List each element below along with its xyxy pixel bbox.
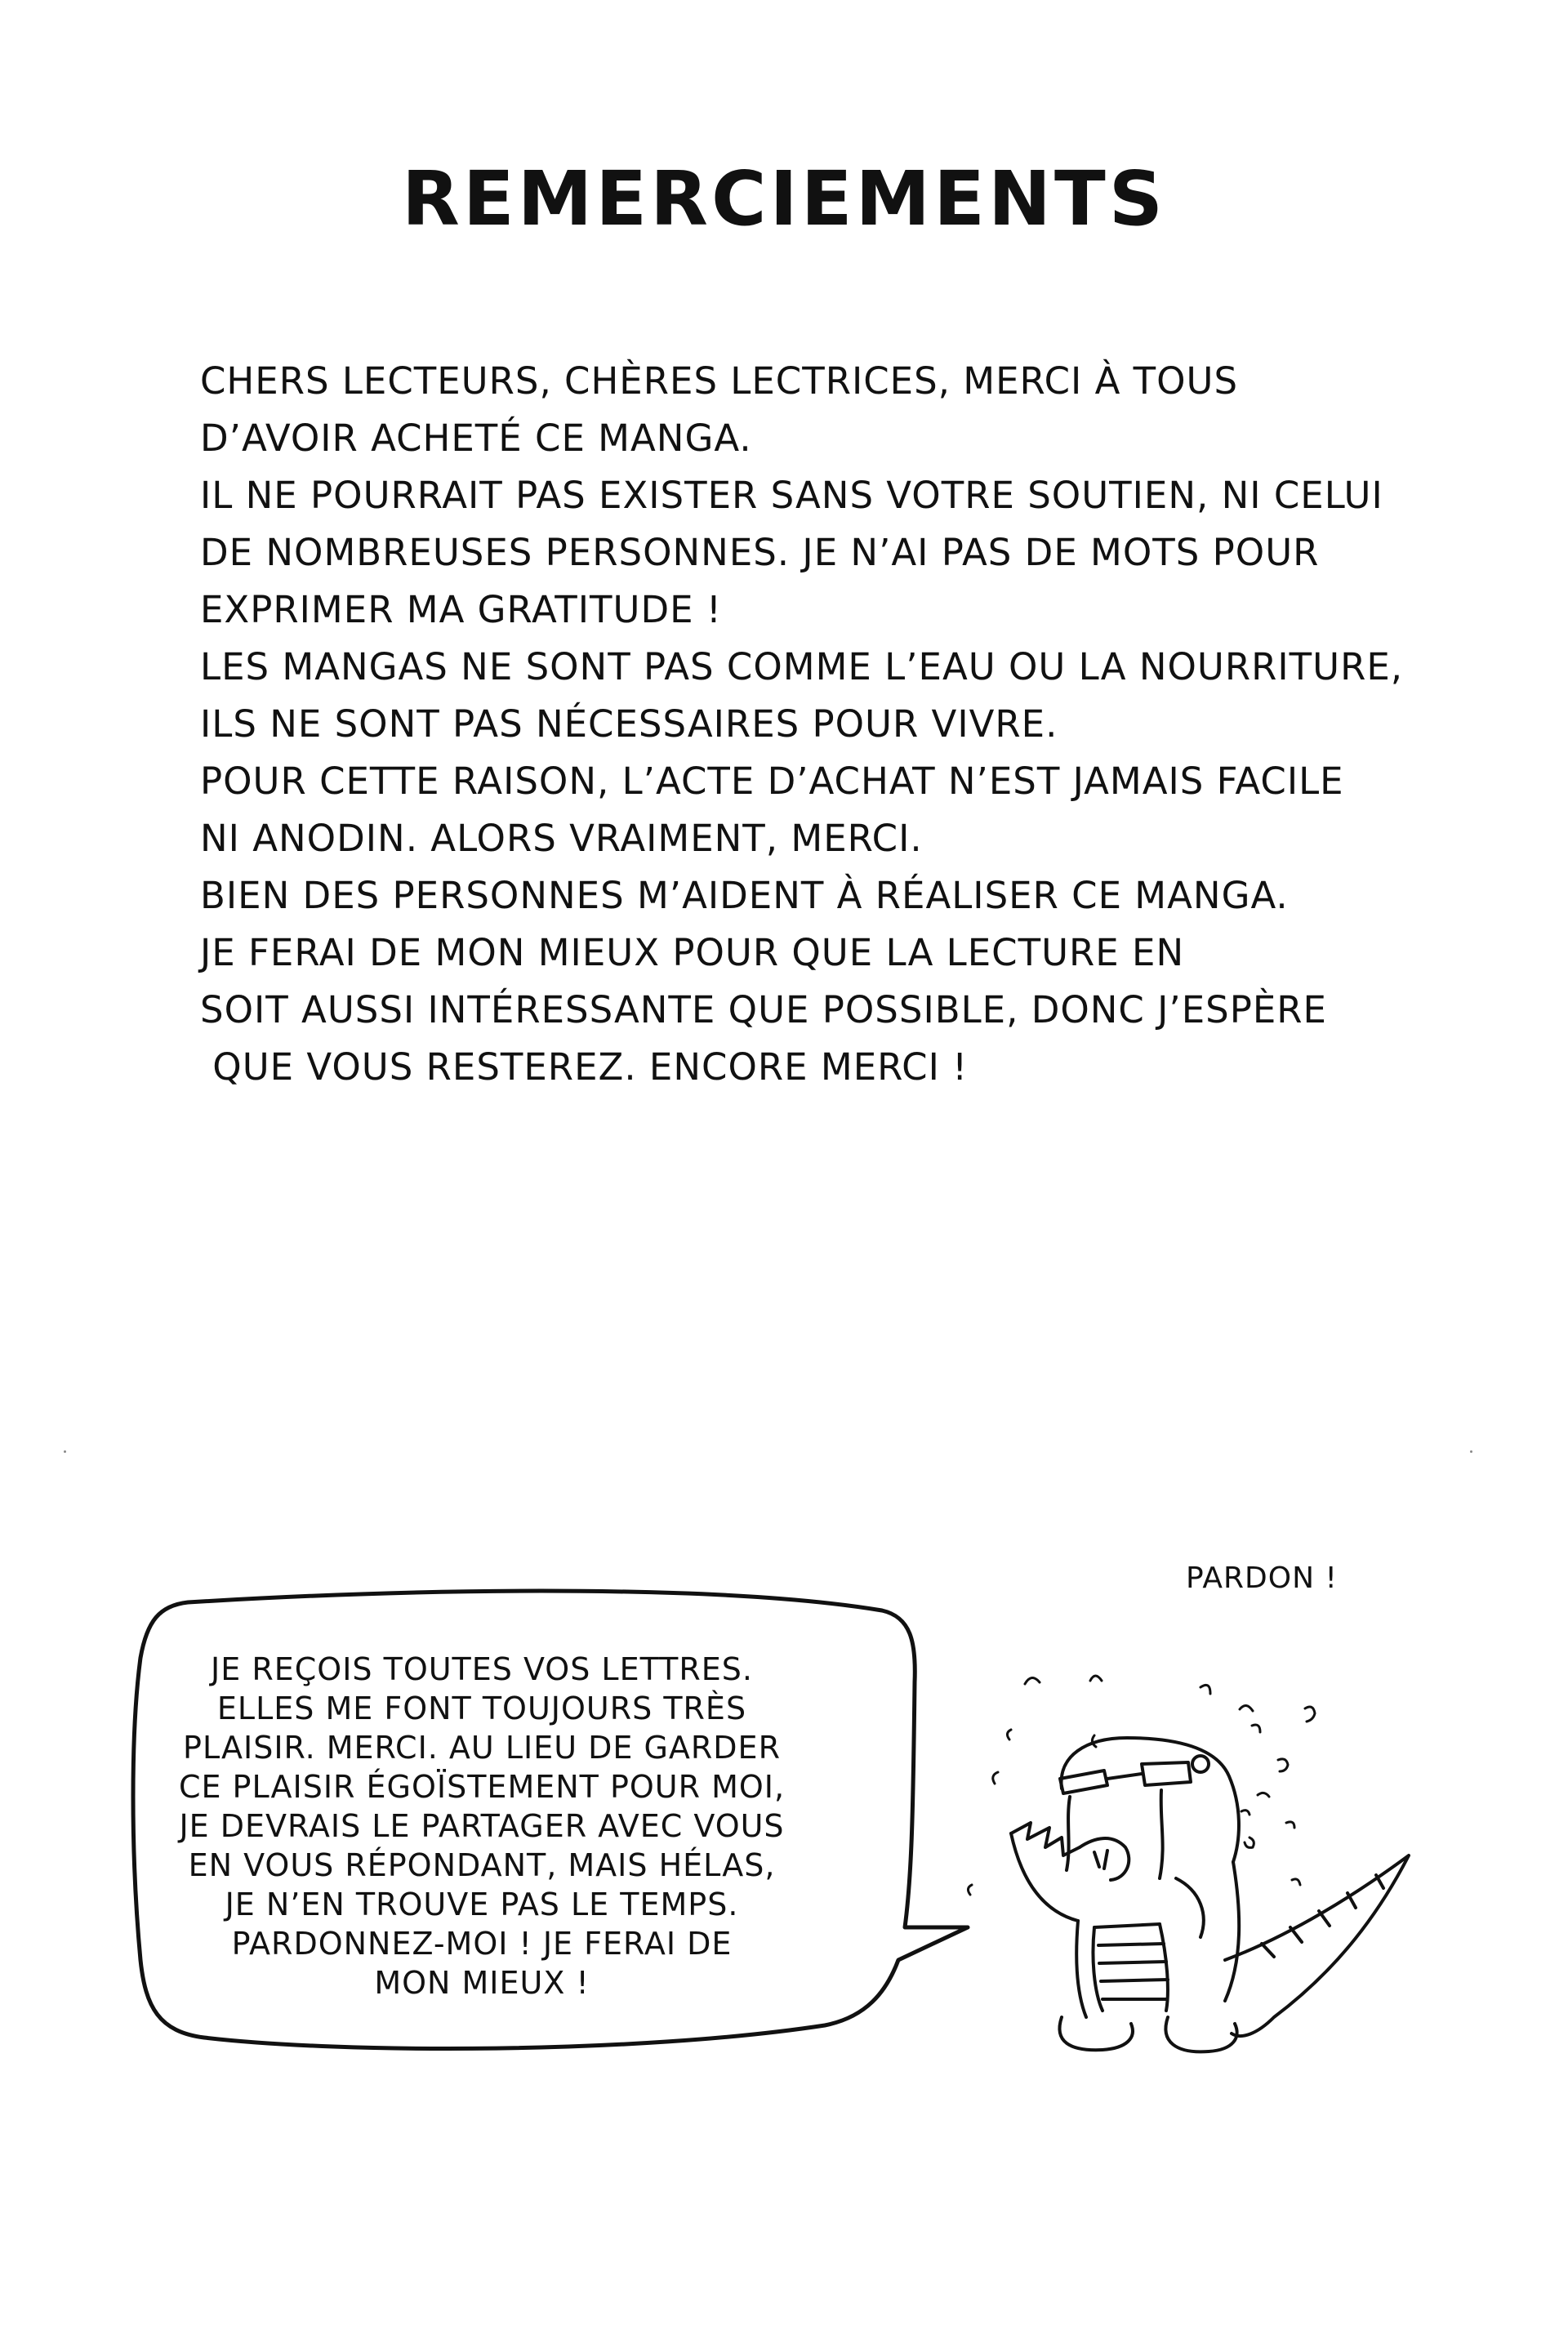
bubble-line: MON MIEUX ! [374,1965,590,2001]
pardon-caption: PARDON ! [1186,1561,1338,1595]
body-line: BIEN DES PERSONNES M’AIDENT À RÉALISER CE MANGA. [200,874,1289,917]
body-line: DE NOMBREUSES PERSONNES. JE N’AI PAS DE MOTS POUR [200,531,1320,574]
bubble-line: CE PLAISIR ÉGOÏSTEMENT POUR MOI, [178,1769,786,1805]
body-line: IL NE POURRAIT PAS EXISTER SANS VOTRE SOUTIEN, NI CELUI [200,474,1383,517]
body-line: ILS NE SONT PAS NÉCESSAIRES POUR VIVRE. [200,702,1058,746]
body-line: SOIT AUSSI INTÉRESSANTE QUE POSSIBLE, DONC J’ESPÈRE [200,988,1327,1031]
body-line: CHERS LECTEURS, CHÈRES LECTRICES, MERCI À TOUS [200,359,1239,403]
bubble-line: PLAISIR. MERCI. AU LIEU DE GARDER [183,1730,781,1766]
crying-dinosaur-icon [1011,1738,1409,2051]
body-line: POUR CETTE RAISON, L’ACTE D’ACHAT N’EST JAMAIS FACILE [200,760,1344,803]
bubble-line: PARDONNEZ-MOI ! JE FERAI DE [231,1926,733,1962]
bubble-line: JE N’EN TROUVE PAS LE TEMPS. [225,1886,739,1922]
speech-bubble-text [176,1650,788,2002]
body-line: QUE VOUS RESTEREZ. ENCORE MERCI ! [200,1045,969,1089]
page-title: REMERCIEMENTS [402,155,1166,243]
body-line: NI ANODIN. ALORS VRAIMENT, MERCI. [200,817,923,860]
body-line: EXPRIMER MA GRATITUDE ! [200,588,722,631]
bubble-line: EN VOUS RÉPONDANT, MAIS HÉLAS, [188,1847,776,1883]
body-line: JE FERAI DE MON MIEUX POUR QUE LA LECTURE EN [200,931,1185,974]
bubble-line: JE REÇOIS TOUTES VOS LETTRES. [211,1651,753,1687]
bubble-line: JE DEVRAIS LE PARTAGER AVEC VOUS [179,1808,785,1844]
body-line: D’AVOIR ACHETÉ CE MANGA. [200,416,752,460]
bubble-line: ELLES ME FONT TOUJOURS TRÈS [216,1690,747,1726]
body-line: LES MANGAS NE SONT PAS COMME L’EAU OU LA NOURRITURE, [200,645,1404,688]
